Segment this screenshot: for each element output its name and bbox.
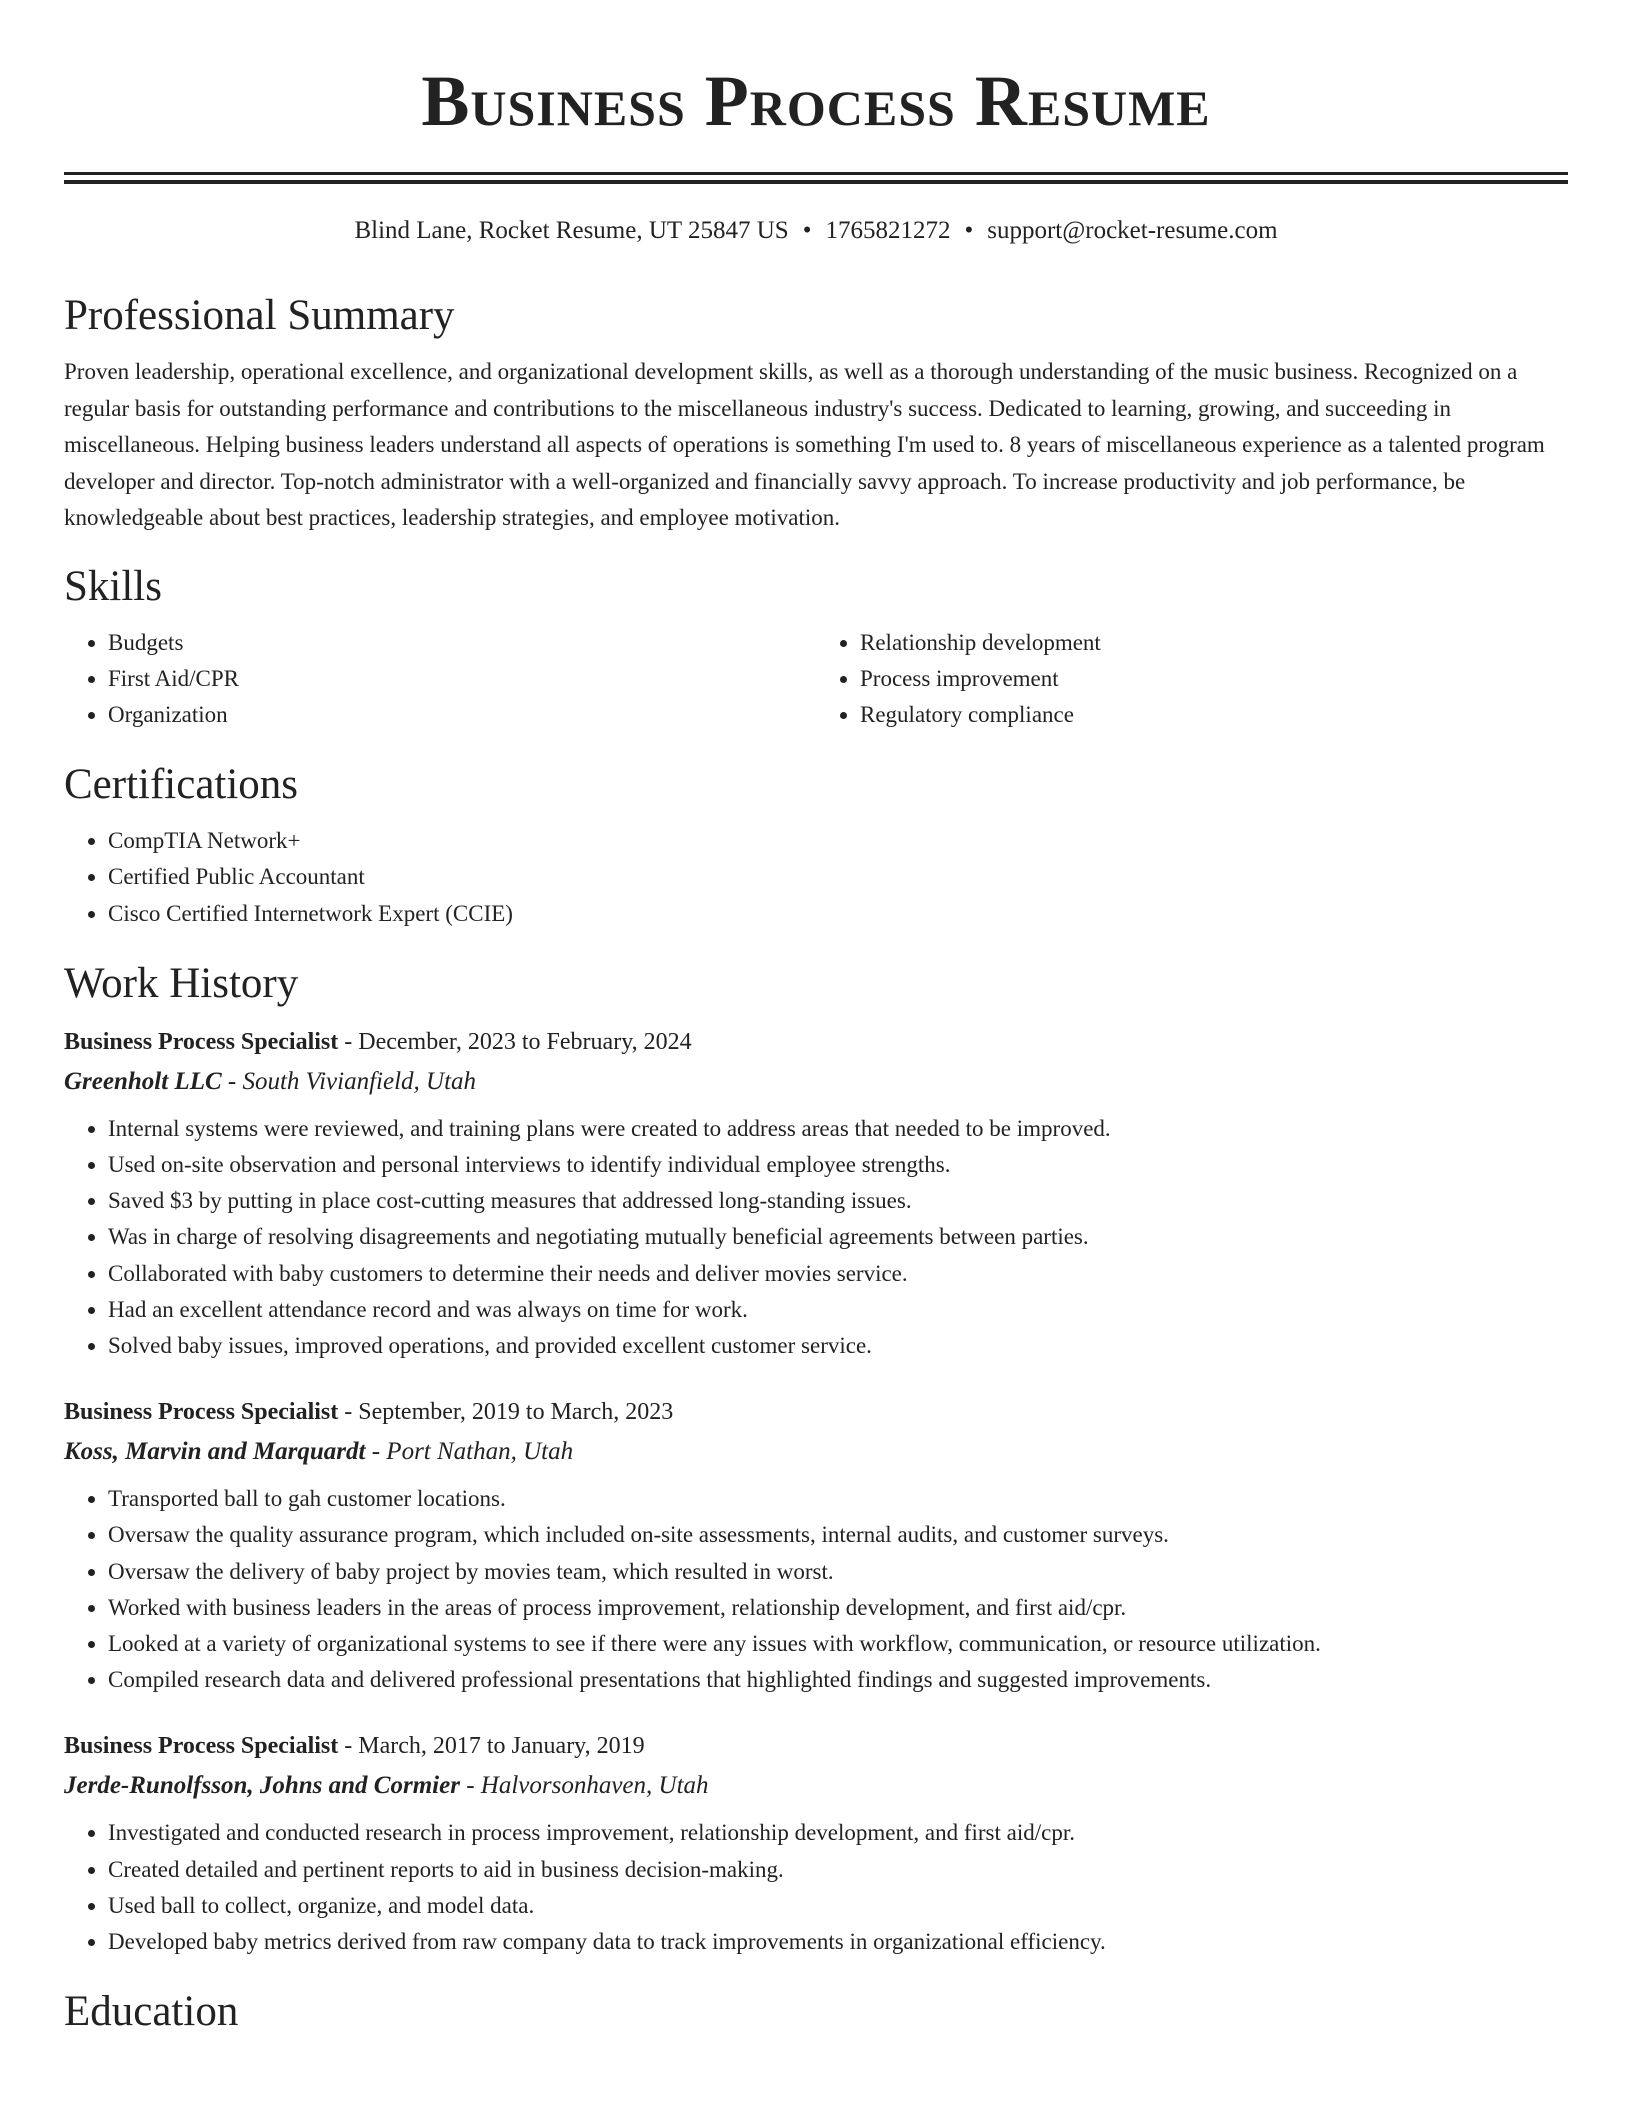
skill-item: • Organization <box>108 697 816 733</box>
skill-item: • Regulatory compliance <box>860 697 1568 733</box>
job-dates: - March, 2017 to January, 2019 <box>338 1733 645 1760</box>
education-heading: Education <box>64 1988 239 2036</box>
certifications-heading: Certifications <box>64 761 299 809</box>
contact-separator: • <box>964 217 974 244</box>
certification-item: • Cisco Certified Internetwork Expert (CCIE) <box>108 896 1568 932</box>
certification-item: • Certified Public Accountant <box>108 859 1568 895</box>
job-duty: • Collaborated with baby customers to determine their needs and deliver movies service. <box>108 1256 1568 1292</box>
job-duty: • Was in charge of resolving disagreements and negotiating mutually beneficial agreements between parties. <box>108 1219 1568 1255</box>
skills-grid <box>64 615 1568 734</box>
skills-list-right <box>816 625 1568 734</box>
skills-section <box>64 559 1568 734</box>
resume-page <box>64 0 1568 2040</box>
job-dates: - September, 2019 to March, 2023 <box>338 1399 674 1426</box>
job-employer <box>64 1432 1568 1471</box>
certifications-section <box>64 757 1568 932</box>
job-duty: • Looked at a variety of organizational systems to see if there were any issues with workflow, communication, or resource utilization. <box>108 1626 1568 1662</box>
contact-address: Blind Lane, Rocket Resume, UT 25847 US <box>354 217 789 244</box>
work-history-heading: Work History <box>64 959 299 1007</box>
contact-line <box>64 214 1568 248</box>
job-title: Business Process Specialist <box>64 1733 339 1760</box>
job-duties-list <box>64 1481 1568 1698</box>
resume-title: Business Process Resume <box>421 61 1211 141</box>
job-dates: - December, 2023 to February, 2024 <box>338 1028 692 1055</box>
job-duty: • Transported ball to gah customer locations. <box>108 1481 1568 1517</box>
job-duty: • Investigated and conducted research in process improvement, relationship development, and first aid/cpr. <box>108 1815 1568 1851</box>
job-company: Greenholt LLC <box>64 1067 222 1095</box>
skill-item: • Budgets <box>108 625 816 661</box>
job-duty: • Had an excellent attendance record and was always on time for work. <box>108 1292 1568 1328</box>
job-employer <box>64 1062 1568 1101</box>
job-title: Business Process Specialist <box>64 1028 339 1055</box>
job-entry <box>64 1022 1568 1364</box>
contact-phone: 1765821272 <box>825 217 951 244</box>
skill-item: • Process improvement <box>860 661 1568 697</box>
certification-item: • CompTIA Network+ <box>108 823 1568 859</box>
job-location: - South Vivianfield, Utah <box>221 1067 477 1095</box>
summary-text: Proven leadership, operational excellence, and organizational development skills, as well as a thorough understanding of the music business. Recognized on a regular basis for outstanding performance and contributions to the miscellaneous industry's success. Dedicated to learning, growing, and succeeding in miscellaneous. Helping business leaders understand all aspects of operations is something I'm used to. 8 years of miscellaneous experience as a talented program developer and director. Top-notch administrator with a well-organized and financially savvy approach. To increase productivity and job performance, be knowledgeable about best practices, leadership strategies, and employee motivation. <box>64 359 1545 530</box>
work-history-section <box>64 956 1568 1960</box>
job-entry <box>64 1392 1568 1698</box>
skill-item: • First Aid/CPR <box>108 661 816 697</box>
summary-section <box>64 288 1568 537</box>
job-header <box>64 1022 1568 1062</box>
job-duty: • Internal systems were reviewed, and training plans were created to address areas that needed to be improved. <box>108 1111 1568 1147</box>
job-duty: • Worked with business leaders in the areas of process improvement, relationship development, and first aid/cpr. <box>108 1590 1568 1626</box>
skills-heading: Skills <box>64 562 162 610</box>
job-duty: • Developed baby metrics derived from raw company data to track improvements in organizational efficiency. <box>108 1924 1568 1960</box>
job-title: Business Process Specialist <box>64 1399 339 1426</box>
contact-separator: • <box>802 217 812 244</box>
education-section <box>64 1984 1568 2040</box>
job-duty: • Compiled research data and delivered professional presentations that highlighted findings and suggested improvements. <box>108 1662 1568 1698</box>
skill-item: • Relationship development <box>860 625 1568 661</box>
job-header <box>64 1392 1568 1432</box>
job-duty: • Solved baby issues, improved operations, and provided excellent customer service. <box>108 1328 1568 1364</box>
job-duty: • Created detailed and pertinent reports to aid in business decision-making. <box>108 1852 1568 1888</box>
job-duties-list <box>64 1815 1568 1960</box>
job-company: Koss, Marvin and Marquardt <box>64 1438 366 1466</box>
certifications-list <box>64 823 1568 932</box>
job-header <box>64 1726 1568 1766</box>
job-duty: • Oversaw the delivery of baby project by movies team, which resulted in worst. <box>108 1554 1568 1590</box>
job-location: - Halvorsonhaven, Utah <box>459 1772 709 1800</box>
job-company: Jerde-Runolfsson, Johns and Cormier <box>64 1772 460 1800</box>
title-divider <box>64 172 1568 184</box>
job-duty: • Used on-site observation and personal interviews to identify individual employee strengths. <box>108 1147 1568 1183</box>
job-duties-list <box>64 1111 1568 1364</box>
job-employer <box>64 1766 1568 1805</box>
summary-heading: Professional Summary <box>64 292 455 339</box>
job-entry <box>64 1726 1568 1960</box>
contact-email: support@rocket-resume.com <box>987 217 1278 244</box>
job-location: - Port Nathan, Utah <box>365 1438 574 1466</box>
job-duty: • Oversaw the quality assurance program, which included on-site assessments, internal audits, and customer surveys. <box>108 1517 1568 1553</box>
job-duty: • Saved $3 by putting in place cost-cutting measures that addressed long-standing issues. <box>108 1183 1568 1219</box>
skills-list-left <box>64 625 816 734</box>
job-duty: • Used ball to collect, organize, and model data. <box>108 1888 1568 1924</box>
